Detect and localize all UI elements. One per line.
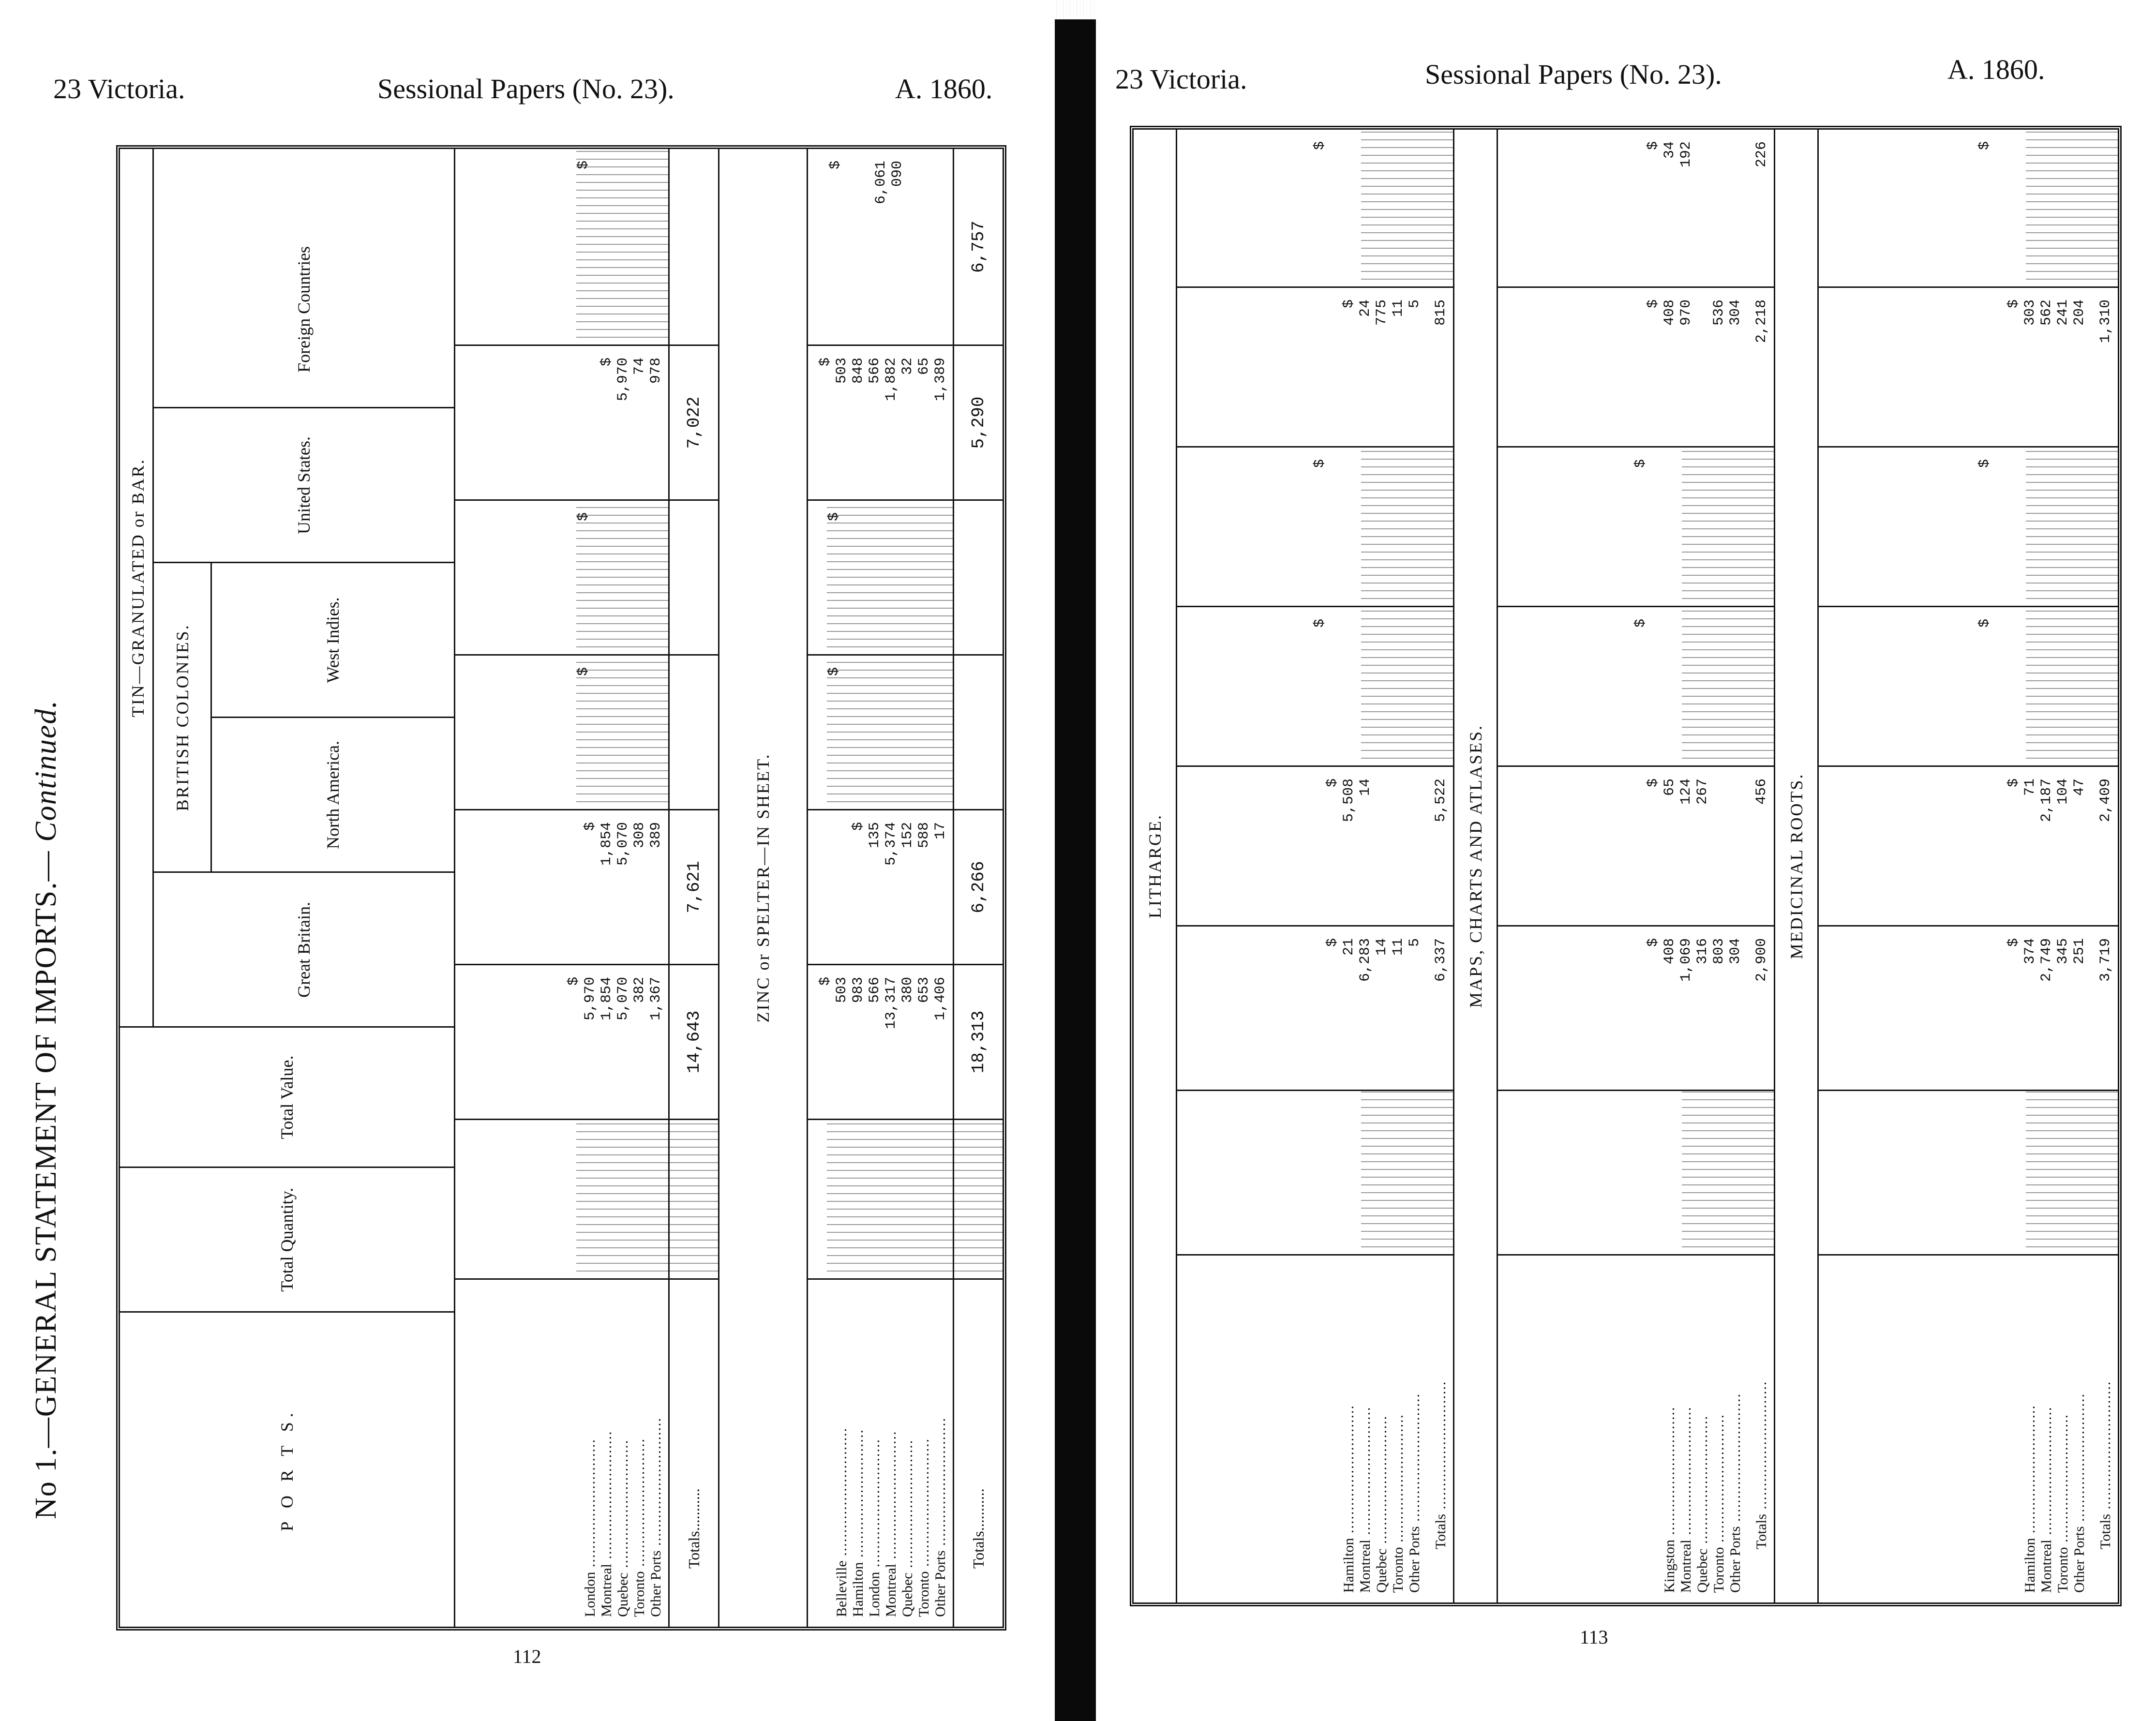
running-head-title: Sessional Papers (No. 23). bbox=[377, 73, 674, 105]
currency-sign: $ bbox=[1976, 459, 1993, 468]
value-cell: 6,061 bbox=[873, 161, 889, 205]
value-cell: 303 bbox=[2022, 299, 2038, 326]
value-cell: 135 bbox=[867, 822, 883, 849]
running-head-volume: 23 Victoria. bbox=[1115, 63, 1247, 95]
litharge-data bbox=[1177, 130, 1453, 1602]
tin-quantity bbox=[455, 1119, 668, 1278]
currency-sign: $ bbox=[817, 358, 834, 367]
port-name: Toronto ..... bbox=[2055, 1414, 2071, 1593]
currency-sign: $ bbox=[827, 161, 844, 170]
totals-value: 14,643 bbox=[670, 964, 718, 1119]
port-name: Quebec ..... bbox=[1694, 1415, 1711, 1593]
port-name: Montreal ..... bbox=[2038, 1407, 2055, 1593]
value-cell: 316 bbox=[1694, 938, 1711, 965]
port-name: Montreal ..... bbox=[599, 1431, 615, 1617]
currency-sign: $ bbox=[1645, 778, 1662, 788]
value-cell: 566 bbox=[867, 358, 883, 384]
value-cell: 848 bbox=[850, 358, 867, 384]
totals-label: Totals ..... bbox=[1753, 1381, 1770, 1593]
value-cell: 1,854 bbox=[599, 822, 615, 866]
port-name: Other Ports ..... bbox=[1407, 1393, 1423, 1593]
value-cell: 5,374 bbox=[883, 822, 899, 866]
value-cell: 204 bbox=[2071, 299, 2088, 326]
zinc-section-header bbox=[719, 149, 808, 1627]
zinc-north-america bbox=[808, 654, 953, 809]
table-header bbox=[120, 149, 455, 1627]
port-name: Kingston ..... bbox=[1662, 1406, 1678, 1593]
medicinal-roots-foreign-countries bbox=[1819, 130, 2118, 286]
value-cell: 2,187 bbox=[2038, 778, 2055, 823]
header-british-colonies-group bbox=[154, 562, 454, 871]
value-cell: 71 bbox=[2022, 778, 2038, 796]
port-name: Toronto ..... bbox=[631, 1438, 648, 1617]
currency-sign: $ bbox=[826, 512, 842, 522]
value-cell: 152 bbox=[899, 822, 916, 849]
port-name: Toronto ..... bbox=[1390, 1414, 1407, 1593]
right-running-head bbox=[1096, 54, 2156, 116]
value-cell: 5,070 bbox=[615, 977, 631, 1021]
port-name: Quebec ..... bbox=[1374, 1415, 1390, 1593]
running-head-year: A. 1860. bbox=[895, 73, 993, 105]
port-name: Quebec ..... bbox=[899, 1439, 916, 1617]
currency-sign: $ bbox=[1976, 141, 1993, 150]
value-cell: 267 bbox=[1694, 778, 1711, 805]
port-name: London ..... bbox=[867, 1438, 883, 1617]
tin-data-block bbox=[455, 149, 670, 1627]
value-cell: 24 bbox=[1357, 299, 1374, 317]
litharge-total-value bbox=[1177, 925, 1453, 1090]
running-head-year: A. 1860. bbox=[1947, 54, 2045, 85]
currency-sign: $ bbox=[575, 667, 592, 676]
zinc-quantity bbox=[808, 1119, 953, 1278]
port-name: Montreal ..... bbox=[1357, 1407, 1374, 1593]
currency-sign: $ bbox=[599, 358, 615, 367]
currency-sign: $ bbox=[817, 977, 834, 986]
value-cell: 65 bbox=[916, 358, 932, 375]
statement-title-main: No 1.—GENERAL STATEMENT OF IMPORTS.— bbox=[30, 850, 62, 1519]
currency-sign: $ bbox=[2006, 778, 2022, 788]
totals-north-america bbox=[670, 654, 718, 809]
value-cell: 345 bbox=[2055, 938, 2071, 965]
tin-ports bbox=[455, 1278, 668, 1627]
currency-sign: $ bbox=[1312, 141, 1328, 150]
value-cell: 408 bbox=[1662, 938, 1678, 965]
litharge-great-britain bbox=[1177, 765, 1453, 925]
maps-data bbox=[1498, 130, 1774, 1602]
header-united-states: United States. bbox=[154, 407, 454, 562]
medicinal-roots-section bbox=[1775, 130, 2118, 1602]
totals-quantity bbox=[670, 1119, 718, 1278]
port-name: London ..... bbox=[582, 1438, 599, 1617]
section-title-medicinal-roots: MEDICINAL ROOTS. bbox=[1775, 130, 1819, 1602]
totals-label: Totals ..... bbox=[954, 1278, 1003, 1627]
value-cell: 380 bbox=[899, 977, 916, 1003]
value-cell: 970 bbox=[1678, 299, 1694, 326]
value-cell: 14 bbox=[1357, 778, 1374, 796]
value-cell: 090 bbox=[889, 161, 906, 187]
header-north-america: North America. bbox=[212, 717, 454, 871]
header-origins bbox=[120, 149, 454, 1026]
value-cell: 389 bbox=[648, 822, 664, 849]
section-title-maps: MAPS, CHARTS AND ATLASES. bbox=[1454, 130, 1498, 1602]
left-imports-table bbox=[116, 145, 1006, 1631]
currency-sign: $ bbox=[1645, 299, 1662, 309]
value-cell: 775 bbox=[1374, 299, 1390, 326]
currency-sign: $ bbox=[2006, 299, 2022, 309]
medicinal-roots-data bbox=[1819, 130, 2118, 1602]
value-cell: 1,882 bbox=[883, 358, 899, 402]
section-title-zinc: ZINC or SPELTER—IN SHEET. bbox=[753, 753, 773, 1023]
section-title-tin: TIN—GRANULATED or BAR. bbox=[120, 149, 154, 1026]
tin-foreign-countries bbox=[455, 149, 668, 344]
value-cell: 32 bbox=[899, 358, 916, 375]
port-name: Toronto ..... bbox=[916, 1438, 932, 1617]
right-imports-table bbox=[1130, 126, 2122, 1606]
tin-totals-row bbox=[670, 149, 719, 1627]
value-cell: 562 bbox=[2038, 299, 2055, 326]
totals-label: Totals ..... bbox=[670, 1278, 718, 1627]
maps-ports bbox=[1498, 1254, 1774, 1602]
value-cell: 1,389 bbox=[932, 358, 949, 402]
zinc-west-indies bbox=[808, 499, 953, 654]
header-west-indies: West Indies. bbox=[323, 597, 343, 683]
total-cell: 2,218 bbox=[1753, 299, 1770, 344]
currency-sign: $ bbox=[2006, 938, 2022, 947]
maps-quantity bbox=[1498, 1090, 1774, 1254]
totals-north-america bbox=[954, 654, 1003, 809]
book-gutter bbox=[1055, 19, 1096, 1721]
total-cell: 226 bbox=[1753, 141, 1770, 168]
value-cell: 978 bbox=[648, 358, 664, 384]
value-cell: 5,970 bbox=[615, 358, 631, 402]
value-cell: 803 bbox=[1711, 938, 1727, 965]
currency-sign: $ bbox=[1312, 619, 1328, 628]
header-foreign-countries: Foreign Countries bbox=[294, 246, 314, 373]
value-cell: 588 bbox=[916, 822, 932, 849]
value-cell: 5,070 bbox=[615, 822, 631, 866]
header-total-quantity: Total Quantity. bbox=[120, 1167, 454, 1311]
value-cell: 21 bbox=[1341, 938, 1357, 956]
currency-sign: $ bbox=[826, 667, 842, 676]
value-cell: 382 bbox=[631, 977, 648, 1003]
litharge-foreign-countries bbox=[1177, 130, 1453, 286]
value-cell: 104 bbox=[2055, 778, 2071, 805]
tin-united-states bbox=[455, 344, 668, 499]
port-name: Hamilton ..... bbox=[850, 1429, 867, 1617]
section-title-litharge: LITHARGE. bbox=[1134, 130, 1177, 1602]
total-cell: 815 bbox=[1433, 299, 1449, 326]
value-cell: 2,749 bbox=[2038, 938, 2055, 982]
value-cell: 566 bbox=[867, 977, 883, 1003]
value-cell: 1,854 bbox=[599, 977, 615, 1021]
totals-great-britain: 7,621 bbox=[670, 809, 718, 964]
maps-total-value bbox=[1498, 925, 1774, 1090]
currency-sign: $ bbox=[582, 822, 599, 831]
port-name: Other Ports ..... bbox=[2071, 1393, 2088, 1593]
totals-united-states: 5,290 bbox=[954, 344, 1003, 499]
total-cell: 456 bbox=[1753, 778, 1770, 805]
totals-united-states: 7,022 bbox=[670, 344, 718, 499]
totals-foreign: 6,757 bbox=[968, 220, 988, 273]
value-cell: 17 bbox=[932, 822, 949, 840]
value-cell: 304 bbox=[1727, 299, 1744, 326]
medicinal-roots-west-indies bbox=[1819, 446, 2118, 606]
header-origin-columns bbox=[154, 149, 454, 1026]
currency-sign: $ bbox=[1645, 938, 1662, 947]
maps-north-america bbox=[1498, 606, 1774, 765]
value-cell: 11 bbox=[1390, 299, 1407, 317]
tin-north-america bbox=[455, 654, 668, 809]
currency-sign: $ bbox=[1324, 778, 1341, 788]
value-cell: 408 bbox=[1662, 299, 1678, 326]
medicinal-roots-united-states bbox=[1819, 286, 2118, 446]
port-name: Montreal ..... bbox=[1678, 1407, 1694, 1593]
value-cell: 503 bbox=[834, 977, 850, 1003]
currency-sign: $ bbox=[575, 161, 592, 170]
currency-sign: $ bbox=[1324, 938, 1341, 947]
value-cell: 34 bbox=[1662, 141, 1678, 159]
header-total-value: Total Value. bbox=[120, 1026, 454, 1167]
zinc-total-value bbox=[808, 964, 953, 1119]
tin-west-indies bbox=[455, 499, 668, 654]
litharge-quantity bbox=[1177, 1090, 1453, 1254]
value-cell: 374 bbox=[2022, 938, 2038, 965]
litharge-west-indies bbox=[1177, 446, 1453, 606]
port-name: Hamilton ..... bbox=[2022, 1405, 2038, 1593]
total-cell: 5,522 bbox=[1433, 778, 1449, 823]
port-name: Other Ports ..... bbox=[648, 1417, 664, 1617]
totals-great-britain: 6,266 bbox=[954, 809, 1003, 964]
value-cell: 65 bbox=[1662, 778, 1678, 796]
value-cell: 308 bbox=[631, 822, 648, 849]
maps-united-states bbox=[1498, 286, 1774, 446]
maps-foreign-countries bbox=[1498, 130, 1774, 286]
zinc-united-states bbox=[808, 344, 953, 499]
maps-west-indies bbox=[1498, 446, 1774, 606]
currency-sign: $ bbox=[850, 822, 867, 831]
currency-sign: $ bbox=[1341, 299, 1357, 309]
header-great-britain: Great Britain. bbox=[154, 871, 454, 1026]
running-head-volume: 23 Victoria. bbox=[53, 73, 185, 105]
total-cell: 3,719 bbox=[2097, 938, 2114, 982]
currency-sign: $ bbox=[566, 977, 582, 986]
value-cell: 304 bbox=[1727, 938, 1744, 965]
value-cell: 74 bbox=[631, 358, 648, 375]
value-cell: 47 bbox=[2071, 778, 2088, 796]
value-cell: 536 bbox=[1711, 299, 1727, 326]
value-cell: 1,406 bbox=[932, 977, 949, 1021]
value-cell: 192 bbox=[1678, 141, 1694, 168]
value-cell: 241 bbox=[2055, 299, 2071, 326]
tin-great-britain bbox=[455, 809, 668, 964]
statement-title-continued: Continued. bbox=[30, 700, 62, 842]
zinc-great-britain bbox=[808, 809, 953, 964]
totals-west-indies bbox=[670, 499, 718, 654]
total-cell: 2,409 bbox=[2097, 778, 2114, 823]
totals-label: Totals ..... bbox=[1433, 1381, 1449, 1593]
port-name: Other Ports ..... bbox=[1727, 1393, 1744, 1593]
currency-sign: $ bbox=[1976, 619, 1993, 628]
page-number-right: 113 bbox=[1580, 1626, 1608, 1648]
totals-quantity bbox=[954, 1119, 1003, 1278]
value-cell: 11 bbox=[1390, 938, 1407, 956]
medicinal-roots-total-value bbox=[1819, 925, 2118, 1090]
currency-sign: $ bbox=[1632, 459, 1649, 468]
right-page bbox=[1096, 0, 2156, 1721]
currency-sign: $ bbox=[575, 512, 592, 522]
left-table-holder bbox=[116, 145, 1006, 1631]
value-cell: 6,283 bbox=[1357, 938, 1374, 982]
zinc-foreign-countries bbox=[808, 149, 953, 344]
statement-title bbox=[29, 700, 63, 1519]
header-ports: P O R T S. bbox=[120, 1311, 454, 1627]
port-name: Belleville ..... bbox=[834, 1427, 850, 1617]
value-cell: 5,508 bbox=[1341, 778, 1357, 823]
value-cell: 124 bbox=[1678, 778, 1694, 805]
value-cell: 13,317 bbox=[883, 977, 899, 1030]
medicinal-roots-great-britain bbox=[1819, 765, 2118, 925]
port-name: Quebec ..... bbox=[615, 1439, 631, 1617]
value-cell: 14 bbox=[1374, 938, 1390, 956]
port-name: Hamilton ..... bbox=[1341, 1405, 1357, 1593]
zinc-ports bbox=[808, 1278, 953, 1627]
zinc-data-block bbox=[808, 149, 954, 1627]
currency-sign: $ bbox=[1632, 619, 1649, 628]
currency-sign: $ bbox=[1645, 141, 1662, 150]
totals-label: Totals ..... bbox=[2097, 1381, 2114, 1593]
litharge-ports bbox=[1177, 1254, 1453, 1602]
port-name: Other Ports ..... bbox=[932, 1417, 949, 1617]
right-table-holder bbox=[1130, 126, 2122, 1606]
zinc-totals-row bbox=[954, 149, 1003, 1627]
total-cell: 2,900 bbox=[1753, 938, 1770, 982]
running-head-title: Sessional Papers (No. 23). bbox=[1425, 59, 1722, 90]
value-cell: 1,069 bbox=[1678, 938, 1694, 982]
medicinal-roots-quantity bbox=[1819, 1090, 2118, 1254]
header-british-colonies: BRITISH COLONIES. bbox=[154, 563, 212, 871]
port-name: Montreal ..... bbox=[883, 1431, 899, 1617]
totals-west-indies bbox=[954, 499, 1003, 654]
litharge-section bbox=[1134, 130, 1454, 1602]
total-cell: 1,310 bbox=[2097, 299, 2114, 344]
value-cell: 983 bbox=[850, 977, 867, 1003]
value-cell: 5,970 bbox=[582, 977, 599, 1021]
page-number-left: 112 bbox=[513, 1646, 541, 1667]
value-cell: 5 bbox=[1407, 299, 1423, 309]
left-running-head bbox=[0, 73, 1055, 116]
medicinal-roots-ports bbox=[1819, 1254, 2118, 1602]
value-cell: 653 bbox=[916, 977, 932, 1003]
currency-sign: $ bbox=[1312, 459, 1328, 468]
litharge-united-states bbox=[1177, 286, 1453, 446]
port-name: Toronto ..... bbox=[1711, 1414, 1727, 1593]
left-page bbox=[0, 0, 1055, 1721]
maps-great-britain bbox=[1498, 765, 1774, 925]
totals-foreign bbox=[670, 149, 718, 344]
totals-value: 18,313 bbox=[954, 964, 1003, 1119]
value-cell: 5 bbox=[1407, 938, 1423, 947]
medicinal-roots-north-america bbox=[1819, 606, 2118, 765]
value-cell: 503 bbox=[834, 358, 850, 384]
tin-total-value bbox=[455, 964, 668, 1119]
total-cell: 6,337 bbox=[1433, 938, 1449, 982]
value-cell: 251 bbox=[2071, 938, 2088, 965]
litharge-north-america bbox=[1177, 606, 1453, 765]
value-cell: 1,367 bbox=[648, 977, 664, 1021]
maps-section bbox=[1454, 130, 1775, 1602]
